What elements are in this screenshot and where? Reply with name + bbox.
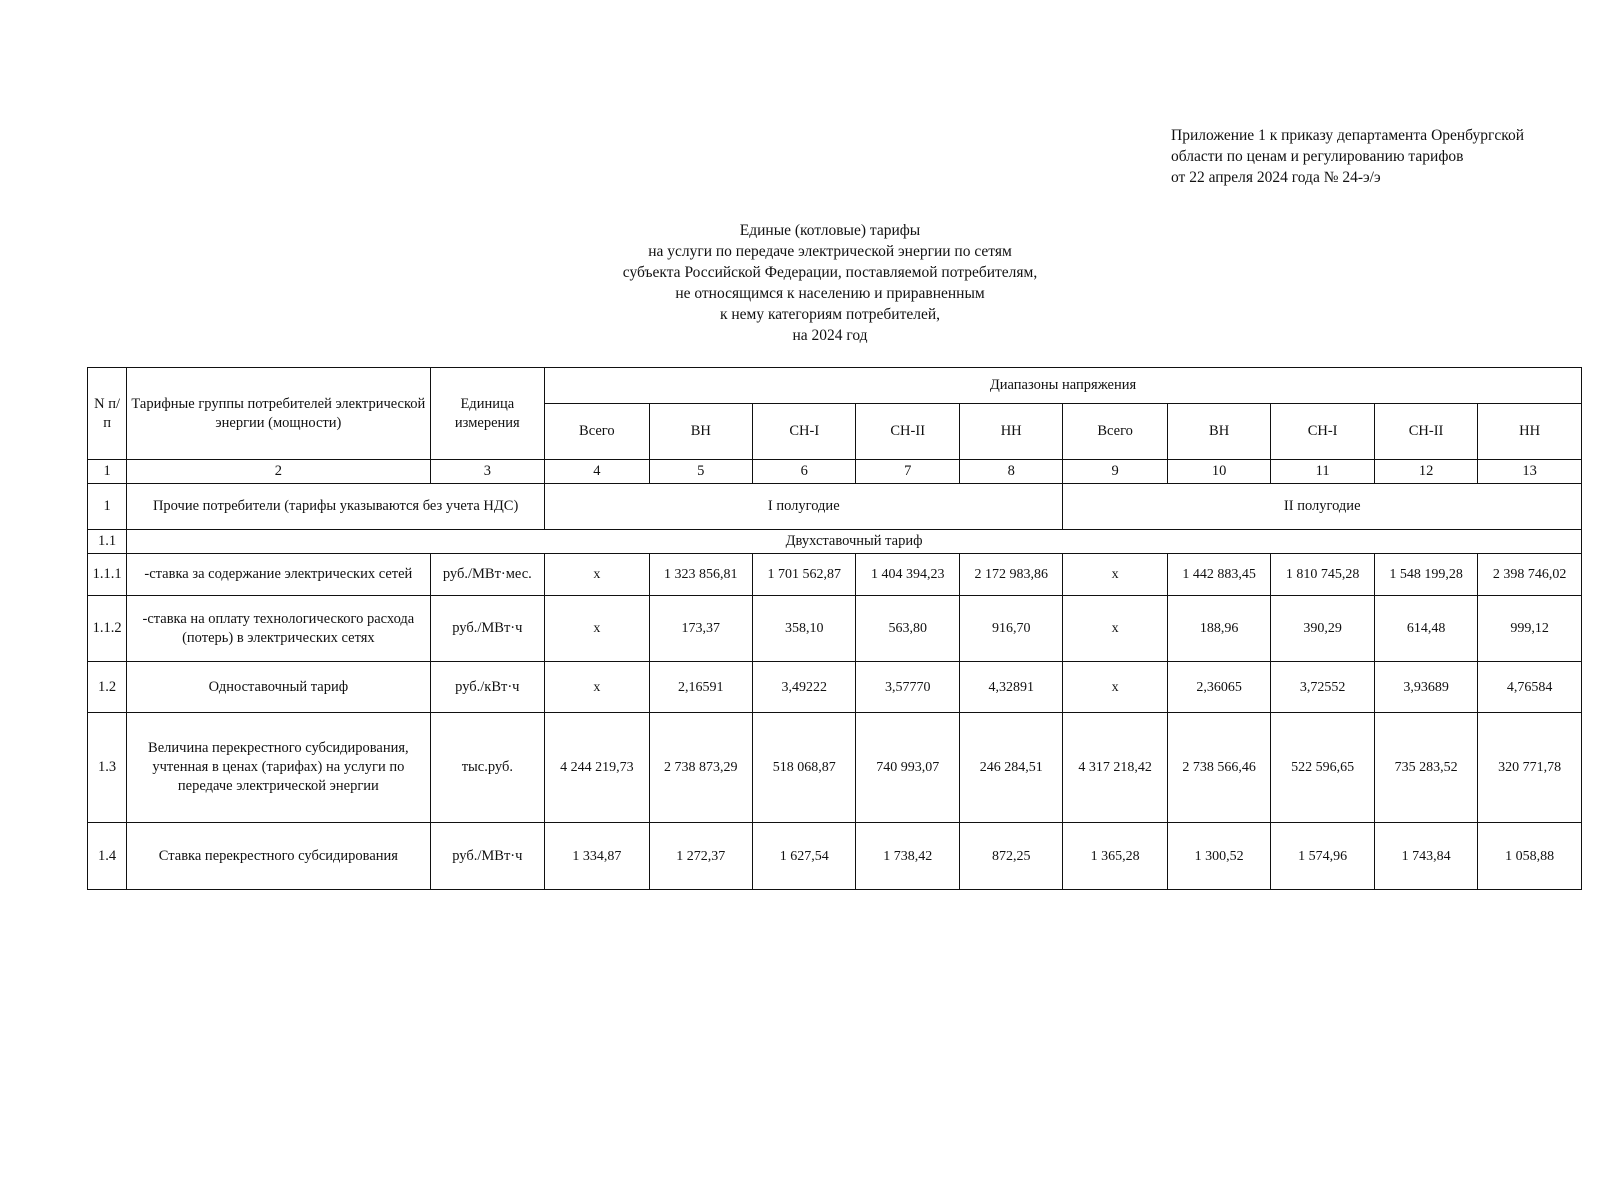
- row-value: 735 283,52: [1374, 713, 1477, 823]
- row-unit: руб./МВт·ч: [430, 823, 545, 890]
- column-number: 9: [1063, 460, 1167, 484]
- row-label: -ставка за содержание электрических сетей: [127, 554, 430, 596]
- row-value: 1 404 394,23: [856, 554, 959, 596]
- row-num: 1.1.1: [88, 554, 127, 596]
- appendix-line-3: от 22 апреля 2024 года № 24-э/э: [1171, 169, 1381, 186]
- row-value: 2,36065: [1167, 662, 1270, 713]
- row-value: 1 627,54: [753, 823, 856, 890]
- row-value: 4 244 219,73: [545, 713, 649, 823]
- header-level: СН-II: [856, 404, 959, 460]
- row-value: 390,29: [1271, 596, 1374, 662]
- column-number: 3: [430, 460, 545, 484]
- column-number: 13: [1478, 460, 1582, 484]
- row-value: 916,70: [959, 596, 1062, 662]
- header-ranges: Диапазоны напряжения: [545, 368, 1582, 404]
- column-number: 8: [959, 460, 1062, 484]
- row-value: x: [1063, 554, 1167, 596]
- row-value: 3,72552: [1271, 662, 1374, 713]
- table-row: [88, 713, 1582, 823]
- row-value: 1 058,88: [1478, 823, 1582, 890]
- header-level: ВН: [1167, 404, 1270, 460]
- header-num: N п/п: [88, 368, 127, 460]
- row-value: x: [545, 554, 649, 596]
- appendix-line-2: области по ценам и регулированию тарифов: [1171, 148, 1464, 165]
- table-row: [88, 596, 1582, 662]
- row-label: Величина перекрестного субсидирования, учтенная в ценах (тарифах) на услуги по передаче электрической энергии: [127, 713, 430, 823]
- column-number: 4: [545, 460, 649, 484]
- header-level: СН-I: [1271, 404, 1374, 460]
- row-value: 872,25: [959, 823, 1062, 890]
- column-number: 7: [856, 460, 959, 484]
- section-label: Прочие потребители (тарифы указываются без учета НДС): [127, 484, 545, 530]
- row-value: 173,37: [649, 596, 752, 662]
- row-value: 1 574,96: [1271, 823, 1374, 890]
- row-value: 2 398 746,02: [1478, 554, 1582, 596]
- row-label: Ставка перекрестного субсидирования: [127, 823, 430, 890]
- row-value: 1 365,28: [1063, 823, 1167, 890]
- row-value: 320 771,78: [1478, 713, 1582, 823]
- column-numbers-row: [88, 460, 1582, 484]
- row-value: x: [545, 662, 649, 713]
- subsection-label: Двухставочный тариф: [127, 530, 1582, 554]
- column-number: 5: [649, 460, 752, 484]
- row-value: 1 548 199,28: [1374, 554, 1477, 596]
- row-value: 2 738 873,29: [649, 713, 752, 823]
- tariff-table: [87, 367, 1582, 890]
- row-value: 4,76584: [1478, 662, 1582, 713]
- subsection-row: [88, 530, 1582, 554]
- header-level: ВН: [649, 404, 752, 460]
- appendix-line-1: Приложение 1 к приказу департамента Оренбургской: [1171, 127, 1525, 144]
- row-value: 740 993,07: [856, 713, 959, 823]
- row-value: 3,93689: [1374, 662, 1477, 713]
- row-value: 1 810 745,28: [1271, 554, 1374, 596]
- row-value: 1 300,52: [1167, 823, 1270, 890]
- row-value: 1 442 883,45: [1167, 554, 1270, 596]
- row-value: x: [545, 596, 649, 662]
- header-level: Всего: [1063, 404, 1167, 460]
- section-row: [88, 484, 1582, 530]
- title-line-2: на услуги по передаче электрической энергии по сетям: [648, 243, 1012, 260]
- row-value: 4 317 218,42: [1063, 713, 1167, 823]
- row-value: 188,96: [1167, 596, 1270, 662]
- title-line-3: субъекта Российской Федерации, поставляемой потребителям,: [622, 264, 1038, 281]
- header-group: Тарифные группы потребителей электрической энергии (мощности): [127, 368, 430, 460]
- row-num: 1.4: [88, 823, 127, 890]
- document-title: [520, 220, 1140, 346]
- column-number: 12: [1374, 460, 1477, 484]
- row-value: 4,32891: [959, 662, 1062, 713]
- row-value: 522 596,65: [1271, 713, 1374, 823]
- row-value: 1 323 856,81: [649, 554, 752, 596]
- table-row: [88, 823, 1582, 890]
- table-row: [88, 554, 1582, 596]
- row-value: 2,16591: [649, 662, 752, 713]
- header-level: Всего: [545, 404, 649, 460]
- row-unit: руб./МВт·мес.: [430, 554, 545, 596]
- row-value: 1 701 562,87: [753, 554, 856, 596]
- row-unit: руб./кВт·ч: [430, 662, 545, 713]
- row-value: 1 738,42: [856, 823, 959, 890]
- row-value: 563,80: [856, 596, 959, 662]
- row-unit: тыс.руб.: [430, 713, 545, 823]
- row-value: 1 272,37: [649, 823, 752, 890]
- header-level: НН: [1478, 404, 1582, 460]
- row-value: 1 743,84: [1374, 823, 1477, 890]
- row-value: 999,12: [1478, 596, 1582, 662]
- section-num: 1: [88, 484, 127, 530]
- title-line-6: на 2024 год: [792, 327, 868, 344]
- half-year-1: I полугодие: [545, 484, 1063, 530]
- header-level: СН-II: [1374, 404, 1477, 460]
- column-number: 11: [1271, 460, 1374, 484]
- row-value: 358,10: [753, 596, 856, 662]
- row-value: x: [1063, 662, 1167, 713]
- table-row: [88, 662, 1582, 713]
- column-number: 2: [127, 460, 430, 484]
- subsection-num: 1.1: [88, 530, 127, 554]
- row-label: -ставка на оплату технологического расхода (потерь) в электрических сетях: [127, 596, 430, 662]
- column-number: 1: [88, 460, 127, 484]
- row-value: 3,57770: [856, 662, 959, 713]
- row-num: 1.3: [88, 713, 127, 823]
- row-num: 1.2: [88, 662, 127, 713]
- column-number: 10: [1167, 460, 1270, 484]
- title-line-4: не относящимся к населению и приравненным: [675, 285, 985, 302]
- row-value: 3,49222: [753, 662, 856, 713]
- header-level: СН-I: [753, 404, 856, 460]
- row-value: 246 284,51: [959, 713, 1062, 823]
- title-line-1: Единые (котловые) тарифы: [739, 222, 921, 239]
- row-value: 2 738 566,46: [1167, 713, 1270, 823]
- row-unit: руб./МВт·ч: [430, 596, 545, 662]
- row-value: 614,48: [1374, 596, 1477, 662]
- row-value: 518 068,87: [753, 713, 856, 823]
- row-value: 2 172 983,86: [959, 554, 1062, 596]
- column-number: 6: [753, 460, 856, 484]
- row-value: 1 334,87: [545, 823, 649, 890]
- half-year-2: II полугодие: [1063, 484, 1582, 530]
- title-line-5: к нему категориям потребителей,: [719, 306, 941, 323]
- appendix-note: [1171, 125, 1591, 188]
- header-unit: Единица измерения: [430, 368, 545, 460]
- row-value: x: [1063, 596, 1167, 662]
- row-num: 1.1.2: [88, 596, 127, 662]
- header-level: НН: [959, 404, 1062, 460]
- row-label: Одноставочный тариф: [127, 662, 430, 713]
